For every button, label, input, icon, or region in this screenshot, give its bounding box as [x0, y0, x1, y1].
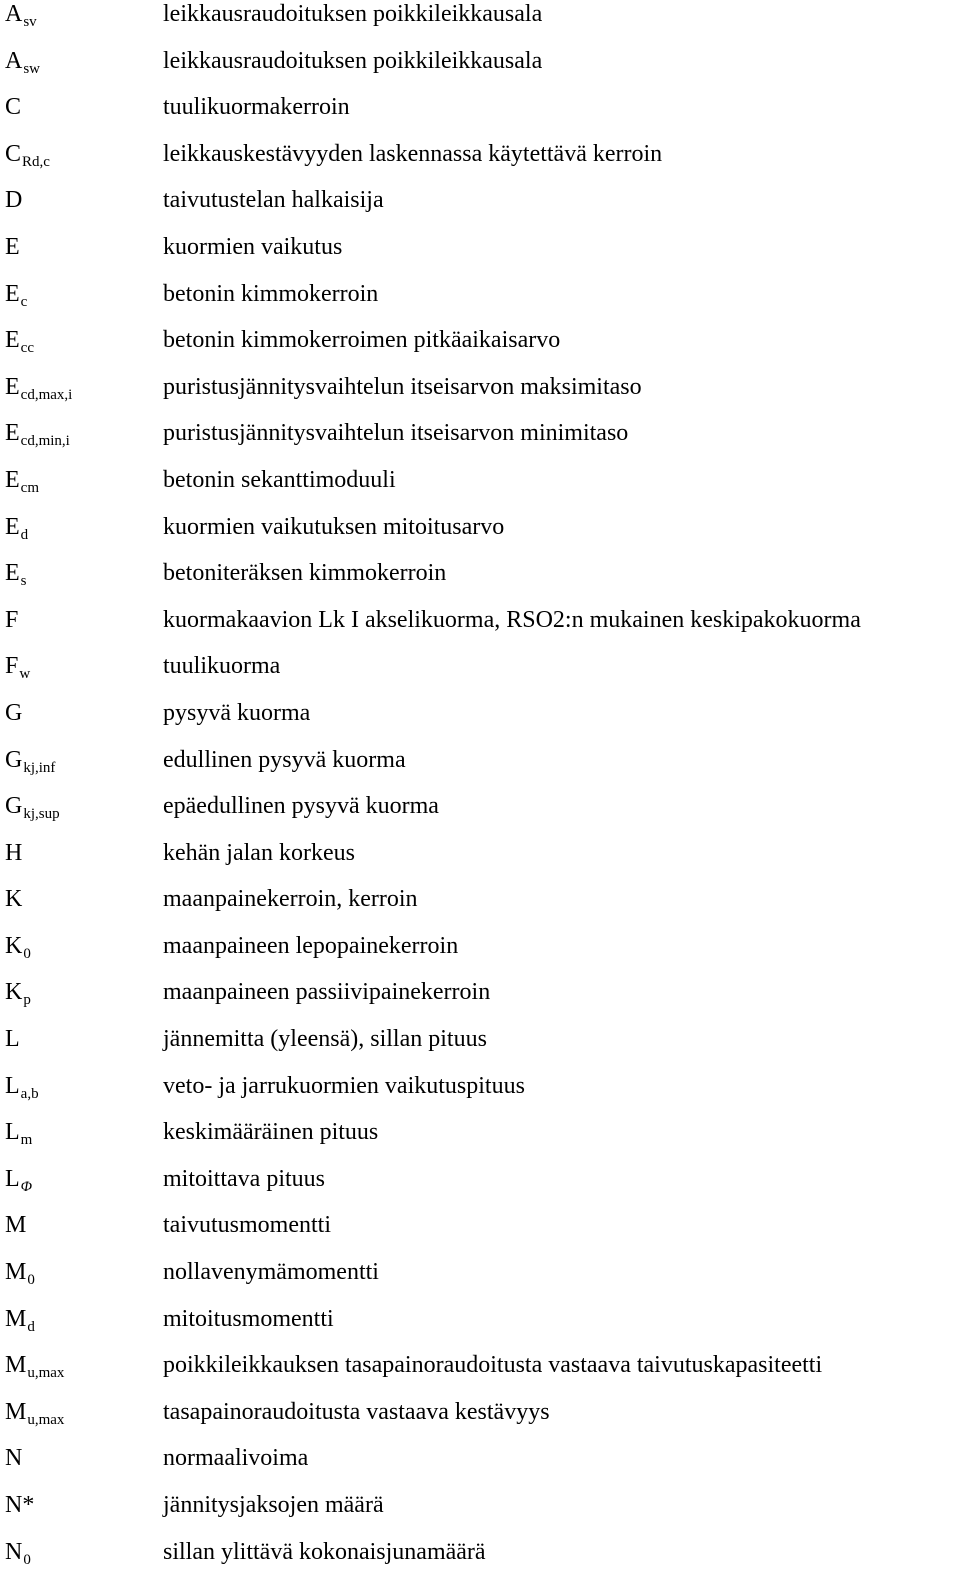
symbol-main: M: [5, 1212, 27, 1239]
symbol-term: [5, 1202, 26, 1249]
symbol-subscript: cd,max,i: [20, 386, 73, 403]
symbol-row: [0, 364, 960, 411]
symbol-term: [5, 271, 27, 321]
symbol-term: [5, 1435, 22, 1482]
symbol-row: [0, 457, 960, 504]
symbol-subscript: Φ: [20, 1178, 33, 1195]
symbol-row: [0, 84, 960, 131]
symbol-row: [0, 317, 960, 364]
symbol-description: mitoitusmomentti: [163, 1305, 334, 1332]
symbol-main: K: [5, 979, 23, 1006]
symbol-term: [5, 0, 37, 41]
symbol-term: [5, 38, 40, 88]
symbol-main: G: [5, 746, 23, 773]
symbol-main: E: [5, 513, 20, 540]
symbol-description: jännemitta (yleensä), sillan pituus: [163, 1026, 487, 1053]
symbol-subscript: s: [20, 573, 27, 590]
symbol-subscript: Rd,c: [22, 153, 50, 170]
symbol-description: kehän jalan korkeus: [163, 839, 355, 866]
symbol-description: poikkileikkauksen tasapainoraudoitusta vastaava taivutuskapasiteetti: [163, 1352, 823, 1379]
symbol-subscript: cm: [20, 479, 39, 496]
symbol-main: L: [5, 1119, 20, 1146]
symbol-row: [0, 1016, 960, 1063]
symbol-row: [0, 1435, 960, 1482]
symbol-row: [0, 131, 960, 178]
symbol-description: betoniteräksen kimmokerroin: [163, 560, 447, 587]
symbol-description: mitoittava pituus: [163, 1165, 325, 1192]
symbol-main: E: [5, 327, 20, 354]
symbol-row: [0, 177, 960, 224]
symbol-subscript: m: [20, 1132, 33, 1149]
symbol-description: maanpaineen passiivipainekerroin: [163, 979, 491, 1006]
symbol-main: G: [5, 793, 23, 820]
symbol-term: [5, 364, 72, 414]
symbol-main: N: [5, 1445, 23, 1472]
symbol-main: E: [5, 466, 20, 493]
symbol-row: [0, 550, 960, 597]
symbol-description: taivutustelan halkaisija: [163, 187, 384, 214]
symbol-subscript: 0: [23, 945, 31, 962]
symbol-subscript: w: [19, 666, 31, 683]
symbol-row: [0, 38, 960, 85]
symbol-description: edullinen pysyvä kuorma: [163, 746, 406, 773]
symbol-term: [5, 550, 27, 600]
symbol-row: [0, 643, 960, 690]
symbol-subscript: p: [23, 992, 31, 1009]
symbol-description: epäedullinen pysyvä kuorma: [163, 793, 439, 820]
symbol-row: [0, 876, 960, 923]
symbol-main: E: [5, 373, 20, 400]
symbol-row: [0, 597, 960, 644]
symbol-description: sillan ylittävä kokonaisjunamäärä: [163, 1538, 486, 1565]
symbol-term: [5, 737, 55, 787]
symbol-main: K: [5, 886, 23, 913]
symbol-term: [5, 1342, 64, 1392]
symbol-term: [5, 830, 22, 877]
symbol-row: [0, 224, 960, 271]
symbol-main: C: [5, 94, 22, 121]
symbol-description: keskimääräinen pituus: [163, 1119, 379, 1146]
symbol-subscript: cc: [20, 340, 34, 357]
symbol-main: G: [5, 699, 23, 726]
symbol-term: [5, 1529, 31, 1579]
symbol-description: kuormien vaikutuksen mitoitusarvo: [163, 513, 505, 540]
symbol-description: pysyvä kuorma: [163, 699, 311, 726]
symbol-main: F: [5, 653, 19, 680]
symbol-term: [5, 876, 22, 923]
symbol-term: [5, 504, 28, 554]
symbol-description: tuulikuormakerroin: [163, 94, 350, 121]
symbol-main: E: [5, 233, 20, 260]
symbol-subscript: c: [20, 293, 28, 310]
symbol-row: [0, 0, 960, 38]
symbol-term: [5, 1063, 39, 1113]
symbol-description: betonin kimmokerroimen pitkäaikaisarvo: [163, 327, 561, 354]
symbol-row: [0, 504, 960, 551]
symbol-main: E: [5, 560, 20, 587]
symbol-subscript: 0: [23, 1551, 31, 1568]
symbol-description: tasapainoraudoitusta vastaava kestävyys: [163, 1398, 550, 1425]
symbol-subscript: d: [20, 526, 29, 543]
symbol-term: [5, 597, 18, 644]
symbol-description: maanpainekerroin, kerroin: [163, 886, 418, 913]
symbol-row: [0, 1156, 960, 1203]
symbol-subscript: 0: [27, 1272, 35, 1289]
symbol-term: [5, 1156, 32, 1206]
symbol-term: [5, 1389, 64, 1439]
symbol-term: [5, 131, 50, 181]
symbol-subscript: sv: [23, 14, 37, 30]
symbol-description: nollavenymämomentti: [163, 1259, 379, 1286]
symbol-main: D: [5, 187, 23, 214]
symbol-description: betonin kimmokerroin: [163, 280, 379, 307]
symbol-description: tuulikuorma: [163, 653, 281, 680]
symbol-term: [5, 690, 22, 737]
symbol-description: kuormien vaikutus: [163, 233, 343, 260]
symbol-main: K: [5, 932, 23, 959]
symbol-main: N*: [5, 1492, 35, 1518]
symbol-row: [0, 1202, 960, 1249]
symbol-term: [5, 1482, 34, 1529]
symbol-term: [5, 457, 39, 507]
symbol-main: L: [5, 1165, 20, 1192]
symbol-term: [5, 1249, 35, 1299]
symbol-row: [0, 271, 960, 318]
symbol-description: leikkausraudoituksen poikkileikkausala: [163, 1, 543, 27]
symbol-description: leikkausraudoituksen poikkileikkausala: [163, 47, 543, 74]
symbol-row: [0, 690, 960, 737]
symbol-term: [5, 969, 31, 1019]
symbol-description: jännitysjaksojen määrä: [163, 1492, 384, 1518]
symbol-main: E: [5, 280, 20, 307]
symbol-description: puristusjännitysvaihtelun itseisarvon minimitaso: [163, 420, 629, 447]
symbol-row: [0, 1529, 960, 1576]
symbol-main: M: [5, 1305, 27, 1332]
symbol-term: [5, 643, 30, 693]
symbol-row: [0, 1296, 960, 1343]
symbol-row: [0, 1342, 960, 1389]
symbol-subscript: sw: [23, 60, 41, 77]
symbol-subscript: a,b: [20, 1085, 39, 1102]
symbol-main: H: [5, 839, 23, 866]
symbol-subscript: kj,inf: [23, 759, 56, 776]
symbol-row: [0, 969, 960, 1016]
symbol-main: M: [5, 1259, 27, 1286]
symbol-main: F: [5, 606, 19, 633]
symbol-subscript: u,max: [27, 1411, 65, 1428]
symbol-subscript: d: [27, 1318, 35, 1335]
symbol-description: veto- ja jarrukuormien vaikutuspituus: [163, 1072, 525, 1099]
symbol-term: [5, 224, 20, 271]
symbol-main: L: [5, 1072, 20, 1099]
symbol-term: [5, 1016, 20, 1063]
symbol-term: [5, 1296, 35, 1346]
symbol-term: [5, 1109, 32, 1159]
symbol-term: [5, 410, 70, 460]
symbol-term: [5, 783, 60, 833]
symbol-main: M: [5, 1352, 27, 1379]
symbol-row: [0, 737, 960, 784]
symbol-description: betonin sekanttimoduuli: [163, 466, 396, 493]
symbol-row: [0, 923, 960, 970]
symbol-row: [0, 1063, 960, 1110]
symbol-row: [0, 1482, 960, 1529]
symbol-description: leikkauskestävyyden laskennassa käytettävä kerroin: [163, 140, 663, 167]
symbol-description: puristusjännitysvaihtelun itseisarvon maksimitaso: [163, 373, 642, 400]
symbol-subscript: cd,min,i: [20, 433, 70, 450]
symbol-main: A: [5, 1, 23, 27]
symbol-term: [5, 923, 31, 973]
symbol-subscript: kj,sup: [23, 806, 60, 823]
symbol-main: E: [5, 420, 20, 447]
symbol-subscript: u,max: [27, 1365, 65, 1382]
symbol-main: N: [5, 1538, 23, 1565]
symbol-description: taivutusmomentti: [163, 1212, 331, 1239]
symbol-row: [0, 1389, 960, 1436]
symbol-main: C: [5, 140, 22, 167]
symbol-term: [5, 317, 34, 367]
symbol-description: maanpaineen lepopainekerroin: [163, 932, 459, 959]
symbol-main: L: [5, 1026, 20, 1053]
symbol-row: [0, 1249, 960, 1296]
symbol-main: M: [5, 1398, 27, 1425]
symbol-row: [0, 410, 960, 457]
symbol-row: [0, 830, 960, 877]
symbol-main: A: [5, 47, 23, 74]
symbol-term: [5, 84, 21, 131]
symbol-description: kuormakaavion Lk I akselikuorma, RSO2:n mukainen keskipakokuorma: [163, 606, 861, 633]
symbol-row: [0, 783, 960, 830]
symbol-row: [0, 1109, 960, 1156]
symbol-term: [5, 177, 22, 224]
symbol-description: normaalivoima: [163, 1445, 309, 1472]
